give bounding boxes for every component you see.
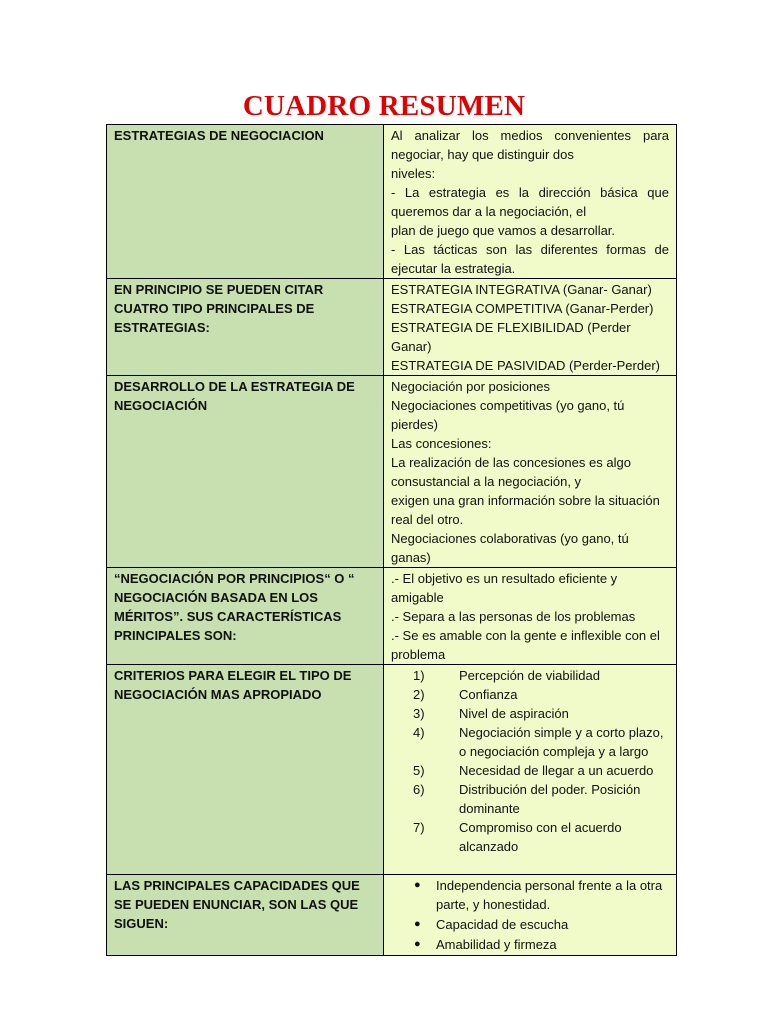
list-item — [391, 876, 669, 914]
row-content — [384, 665, 677, 875]
row-heading: CRITERIOS PARA ELEGIR EL TIPO DE NEGOCIACIÓN MAS APROPIADO — [107, 665, 384, 875]
content-line: ESTRATEGIA COMPETITIVA (Ganar-Perder) — [391, 301, 654, 316]
list-item — [391, 666, 669, 685]
row-heading: EN PRINCIPIO SE PUEDEN CITAR CUATRO TIPO PRINCIPALES DE ESTRATEGIAS: — [107, 279, 384, 376]
list-item — [391, 780, 669, 818]
list-item-text: Negociación simple y a corto plazo, o negociación compleja y a largo — [459, 725, 664, 759]
row-heading: ESTRATEGIAS DE NEGOCIACION — [107, 125, 384, 279]
summary-table — [106, 124, 677, 956]
content-line: exigen una gran información sobre la situación real del otro. — [391, 493, 660, 527]
list-item-text: Independencia personal frente a la otra parte, y honestidad. — [436, 878, 663, 912]
content-line: Negociación por posiciones — [391, 379, 550, 394]
bullet-icon: ● — [414, 879, 421, 891]
capabilities-list — [391, 876, 669, 954]
list-item-text: Necesidad de llegar a un acuerdo — [459, 763, 654, 778]
list-item — [391, 704, 669, 723]
list-number: 2) — [413, 687, 425, 702]
content-line: ESTRATEGIA DE FLEXIBILIDAD (Perder Ganar) — [391, 320, 631, 354]
content-line: .- El objetivo es un resultado eficiente y amigable — [391, 571, 618, 605]
content-line: ESTRATEGIA INTEGRATIVA (Ganar- Ganar) — [391, 282, 652, 297]
list-number: 5) — [413, 763, 425, 778]
list-item-text: Capacidad de escucha — [436, 917, 569, 932]
table-row — [107, 875, 677, 956]
table-row — [107, 568, 677, 665]
content-line: - Las tácticas son las diferentes formas de ejecutar la estrategia. — [391, 242, 669, 276]
list-item-text: Percepción de viabilidad — [459, 668, 600, 683]
table-row — [107, 125, 677, 279]
bullet-icon: ● — [414, 938, 421, 950]
content-line: Negociaciones colaborativas (yo gano, tú ganas) — [391, 531, 629, 565]
row-content — [384, 875, 677, 956]
content-line: niveles: — [391, 166, 436, 181]
page-title: CUADRO RESUMEN — [242, 90, 526, 122]
content-line: Negociaciones competitivas (yo gano, tú pierdes) — [391, 398, 625, 432]
row-content — [384, 568, 677, 665]
list-number: 4) — [413, 725, 425, 740]
bullet-icon: ● — [414, 918, 421, 930]
content-line: .- Separa a las personas de los problemas — [391, 609, 636, 624]
content-line: ESTRATEGIA DE PASIVIDAD (Perder-Perder) — [391, 358, 660, 373]
list-item — [391, 915, 669, 934]
list-item-text: Confianza — [459, 687, 518, 702]
list-item — [391, 935, 669, 954]
row-content — [384, 125, 677, 279]
row-content — [384, 376, 677, 568]
content-line: Al analizar los medios convenientes para negociar, hay que distinguir dos — [391, 128, 669, 162]
table-row — [107, 665, 677, 875]
content-line: Las concesiones: — [391, 436, 492, 451]
row-heading: LAS PRINCIPALES CAPACIDADES QUE SE PUEDEN ENUNCIAR, SON LAS QUE SIGUEN: — [107, 875, 384, 956]
content-line: - La estrategia es la dirección básica que queremos dar a la negociación, el — [391, 185, 669, 219]
content-line: plan de juego que vamos a desarrollar. — [391, 223, 616, 238]
list-number: 1) — [413, 668, 425, 683]
list-item — [391, 818, 669, 856]
list-item — [391, 761, 669, 780]
list-number: 7) — [413, 820, 425, 835]
row-heading: DESARROLLO DE LA ESTRATEGIA DE NEGOCIACIÓN — [107, 376, 384, 568]
criteria-list — [391, 666, 669, 856]
content-line: La realización de las concesiones es algo consustancial a la negociación, y — [391, 455, 631, 489]
list-item — [391, 723, 669, 761]
content-line: .- Se es amable con la gente e inflexible con el problema — [391, 628, 660, 662]
list-number: 6) — [413, 782, 425, 797]
table-row — [107, 376, 677, 568]
table-row — [107, 279, 677, 376]
list-item-text: Distribución del poder. Posición dominante — [459, 782, 641, 816]
list-item-text: Amabilidad y firmeza — [436, 937, 557, 952]
list-item-text: Compromiso con el acuerdo alcanzado — [459, 820, 622, 854]
list-item-text: Nivel de aspiración — [459, 706, 569, 721]
list-number: 3) — [413, 706, 425, 721]
row-heading: “NEGOCIACIÓN POR PRINCIPIOS“ O “ NEGOCIACIÓN BASADA EN LOS MÉRITOS”. SUS CARACTERÍSTICAS PRINCIPALES SON: — [107, 568, 384, 665]
list-item — [391, 685, 669, 704]
row-content — [384, 279, 677, 376]
